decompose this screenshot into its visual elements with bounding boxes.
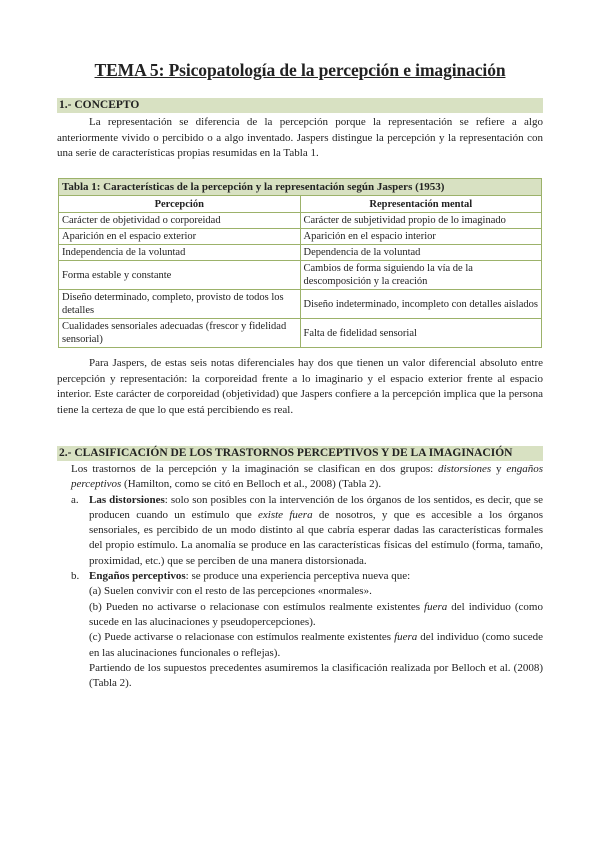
table-cell: Aparición en el espacio interior	[300, 229, 542, 245]
sub-item-em: fuera	[424, 600, 448, 613]
table-cell: Cambios de forma siguiendo la vía de la descomposición y la creación	[300, 261, 542, 290]
sub-item-text: del individuo (como sucede en las alucinaciones funcionales o reflejas).	[89, 631, 543, 659]
list-item-b	[57, 569, 543, 584]
list-label-b: b.	[71, 570, 80, 583]
concepto-text-2: Para Jaspers, de estas seis notas diferenciales hay dos que tienen un valor diferencial absoluto entre percepción y representación: la corporeidad frente a lo imaginario y el espacio exterior frente al espacio interior. Este carácter de corporeidad (objetividad) que Jaspers confiere a la percepción implica que la persona tiene la certeza de que lo que está percibiendo es real.	[57, 357, 543, 416]
clasificacion-body	[57, 462, 543, 691]
distorsiones-term: Las distorsiones	[89, 493, 165, 506]
distorsiones-text: de nosotros, y que es accesible a los órganos sensoriales, es percibido de un modo distinto al que cabría esperar dadas las características formales del propio estímulo. La anomalía se produce en las características físicas del estímulo (forma, tamaño, proximidad, etc.) que se perciben de una manera distorsionada.	[89, 508, 543, 567]
distorsiones-text: : solo son posibles con la intervención de los órganos de los sentidos, es decir, que se producen cuando un estímulo que	[89, 493, 543, 521]
sub-item-em: fuera	[394, 631, 418, 644]
page-title: TEMA 5: Psicopatología de la percepción e imaginación	[94, 60, 506, 80]
intro-text: (Hamilton, como se citó en Belloch et al., 2008) (Tabla 2).	[121, 478, 382, 491]
table-cell: Cualidades sensoriales adecuadas (frescor y fidelidad sensorial)	[59, 319, 301, 348]
table-cell: Forma estable y constante	[59, 261, 301, 290]
table-row	[59, 213, 542, 229]
table-cell: Falta de fidelidad sensorial	[300, 319, 542, 348]
table-row	[59, 319, 542, 348]
list-item-a	[57, 493, 543, 569]
table-cell: Diseño determinado, completo, provisto de todos los detalles	[59, 290, 301, 319]
table-cell: Carácter de objetividad o corporeidad	[59, 213, 301, 229]
table-cell: Diseño indeterminado, incompleto con detalles aislados	[300, 290, 542, 319]
enganos-term: Engaños perceptivos	[89, 570, 186, 583]
table-cell: Dependencia de la voluntad	[300, 245, 542, 261]
clasificacion-intro	[57, 462, 543, 493]
table-caption: Tabla 1: Características de la percepción y la representación según Jaspers (1953)	[59, 179, 542, 196]
sub-item-b	[57, 600, 543, 631]
closing-text: Partiendo de los supuestos precedentes asumiremos la clasificación realizada por Belloch et al. (2008) (Tabla 2).	[89, 661, 543, 690]
sub-item-text: (c) Puede activarse o relacionase con estímulos realmente existentes	[89, 631, 395, 644]
concepto-paragraph-1	[57, 115, 543, 162]
enganos-text: : se produce una experiencia perceptiva nueva que:	[185, 570, 411, 583]
section-heading-concepto: 1.- CONCEPTO	[57, 98, 543, 113]
table-cell: Carácter de subjetividad propio de lo imaginado	[300, 213, 542, 229]
intro-text: Los trastornos de la percepción y la imaginación se clasifican en dos grupos:	[71, 463, 438, 475]
table-cell: Independencia de la voluntad	[59, 245, 301, 261]
concepto-text-1: La representación se diferencia de la percepción porque la representación se refiere a algo anteriormente vivido o percibido o a algo inventado. Jaspers distingue la percepción y la representación con una serie de características propias resumidas en la Tabla 1.	[57, 116, 543, 159]
table-row	[59, 290, 542, 319]
sub-item-c	[57, 630, 543, 661]
sub-item-text: (b) Pueden no activarse o relacionase con estímulos realmente existentes	[89, 600, 425, 613]
table-row	[59, 229, 542, 245]
table-row	[59, 261, 542, 290]
table-row	[59, 245, 542, 261]
table-1	[58, 178, 542, 348]
table-header-percepcion: Percepción	[59, 196, 301, 213]
table-cell: Aparición en el espacio exterior	[59, 229, 301, 245]
table-header-representacion: Representación mental	[300, 196, 542, 213]
section-heading-clasificacion: 2.- CLASIFICACIÓN DE LOS TRASTORNOS PERCEPTIVOS Y DE LA IMAGINACIÓN	[57, 446, 543, 461]
sub-item-a: (a) Suelen convivir con el resto de las percepciones «normales».	[89, 585, 372, 598]
list-label-a: a.	[71, 493, 79, 506]
concepto-paragraph-2	[57, 356, 543, 418]
intro-enganos: engaños perceptivos	[71, 463, 543, 491]
distorsiones-em: existe fuera	[258, 508, 313, 521]
sub-item-text: del individuo (como sucede en las alucinaciones y pseudopercepciones).	[89, 600, 543, 628]
intro-text: y	[491, 463, 507, 475]
intro-distorsiones: distorsiones	[437, 463, 492, 475]
